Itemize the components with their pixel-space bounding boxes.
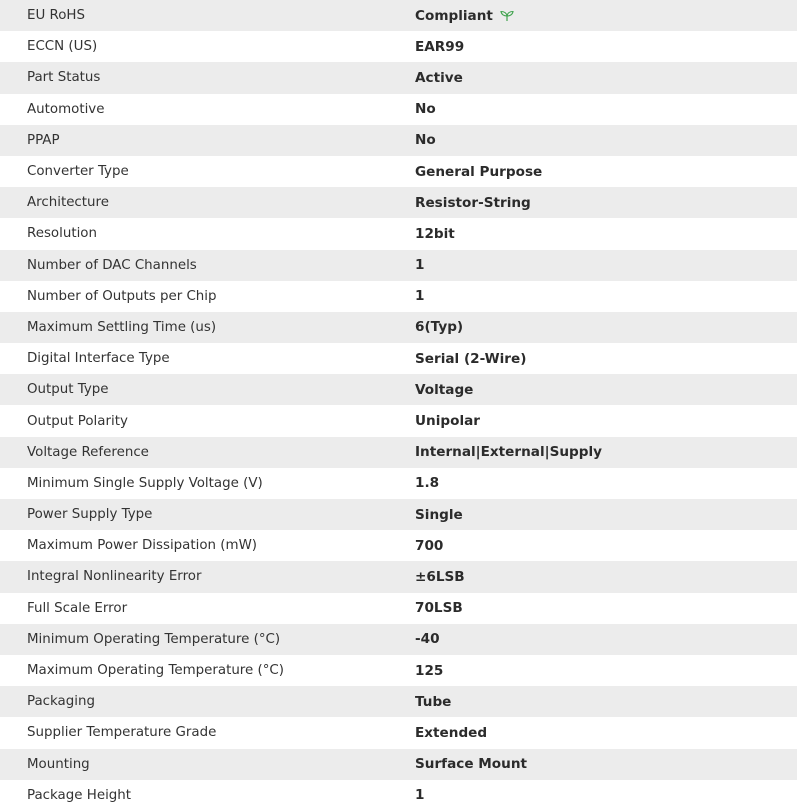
spec-label: Maximum Power Dissipation (mW)	[27, 538, 258, 554]
spec-row-mounting	[0, 749, 797, 780]
spec-value: 6(Typ)	[415, 319, 464, 336]
spec-label: Full Scale Error	[27, 600, 128, 616]
spec-value: 1	[415, 257, 425, 274]
spec-value: EAR99	[415, 38, 465, 55]
spec-value: Extended	[415, 724, 488, 741]
spec-value-cell	[415, 0, 797, 31]
spec-label: Package Height	[27, 787, 132, 803]
spec-label: PPAP	[27, 132, 60, 148]
leaf-icon	[500, 10, 514, 22]
spec-value: General Purpose	[415, 163, 543, 180]
spec-label: Packaging	[27, 694, 95, 710]
spec-value: 1	[415, 288, 425, 305]
spec-value: Unipolar	[415, 413, 480, 430]
spec-label: Power Supply Type	[27, 507, 153, 523]
spec-row-resolution	[0, 218, 797, 249]
spec-row-eu-rohs	[0, 0, 797, 31]
spec-value: Internal|External|Supply	[415, 444, 603, 461]
spec-value: Surface Mount	[415, 756, 527, 773]
spec-row-packaging	[0, 686, 797, 717]
spec-row-package-height	[0, 780, 797, 811]
spec-value: Resistor-String	[415, 194, 531, 211]
spec-row-output-polarity	[0, 405, 797, 436]
spec-label: Resolution	[27, 226, 97, 242]
spec-row-max-operating-temp	[0, 655, 797, 686]
spec-value: 700	[415, 537, 444, 554]
spec-row-settling-time	[0, 312, 797, 343]
spec-value: ±6LSB	[415, 568, 465, 585]
spec-value: -40	[415, 631, 440, 648]
spec-row-temperature-grade	[0, 717, 797, 748]
spec-row-part-status	[0, 62, 797, 93]
spec-row-ppap	[0, 125, 797, 156]
spec-value: 1.8	[415, 475, 440, 492]
spec-value: Compliant	[415, 7, 493, 24]
spec-label: EU RoHS	[27, 8, 85, 24]
spec-row-digital-interface	[0, 343, 797, 374]
spec-value: Voltage	[415, 381, 474, 398]
spec-row-architecture	[0, 187, 797, 218]
spec-row-eccn	[0, 31, 797, 62]
spec-value: No	[415, 132, 436, 149]
spec-row-full-scale-error	[0, 593, 797, 624]
spec-row-output-type	[0, 374, 797, 405]
spec-row-inl-error	[0, 561, 797, 592]
spec-value: Serial (2-Wire)	[415, 350, 527, 367]
spec-value: Single	[415, 506, 463, 523]
spec-row-voltage-reference	[0, 437, 797, 468]
spec-row-min-operating-temp	[0, 624, 797, 655]
spec-row-automotive	[0, 94, 797, 125]
spec-row-power-supply-type	[0, 499, 797, 530]
spec-label: Output Polarity	[27, 413, 128, 429]
spec-value: Active	[415, 69, 463, 86]
spec-label: Minimum Operating Temperature (°C)	[27, 631, 281, 647]
spec-label: Minimum Single Supply Voltage (V)	[27, 475, 263, 491]
spec-label: Automotive	[27, 101, 105, 117]
spec-label: Number of DAC Channels	[27, 257, 197, 273]
spec-label: Part Status	[27, 70, 101, 86]
spec-row-converter-type	[0, 156, 797, 187]
spec-value: No	[415, 101, 436, 118]
spec-label: Output Type	[27, 382, 109, 398]
spec-value: Tube	[415, 693, 452, 710]
spec-label: Mounting	[27, 756, 90, 772]
spec-label: ECCN (US)	[27, 39, 98, 55]
spec-label: Voltage Reference	[27, 444, 149, 460]
spec-label: Supplier Temperature Grade	[27, 725, 217, 741]
spec-label: Integral Nonlinearity Error	[27, 569, 202, 585]
spec-label: Maximum Settling Time (us)	[27, 319, 217, 335]
spec-label: Maximum Operating Temperature (°C)	[27, 663, 285, 679]
spec-row-dac-channels	[0, 250, 797, 281]
spec-row-power-dissipation	[0, 530, 797, 561]
spec-row-outputs-per-chip	[0, 281, 797, 312]
spec-row-min-supply-voltage	[0, 468, 797, 499]
spec-label: Digital Interface Type	[27, 351, 170, 367]
spec-value: 1	[415, 787, 425, 804]
spec-label: Number of Outputs per Chip	[27, 288, 217, 304]
spec-label: Converter Type	[27, 164, 129, 180]
spec-value: 70LSB	[415, 600, 463, 617]
spec-value: 12bit	[415, 225, 455, 242]
spec-value: 125	[415, 662, 444, 679]
spec-label: Architecture	[27, 195, 109, 211]
